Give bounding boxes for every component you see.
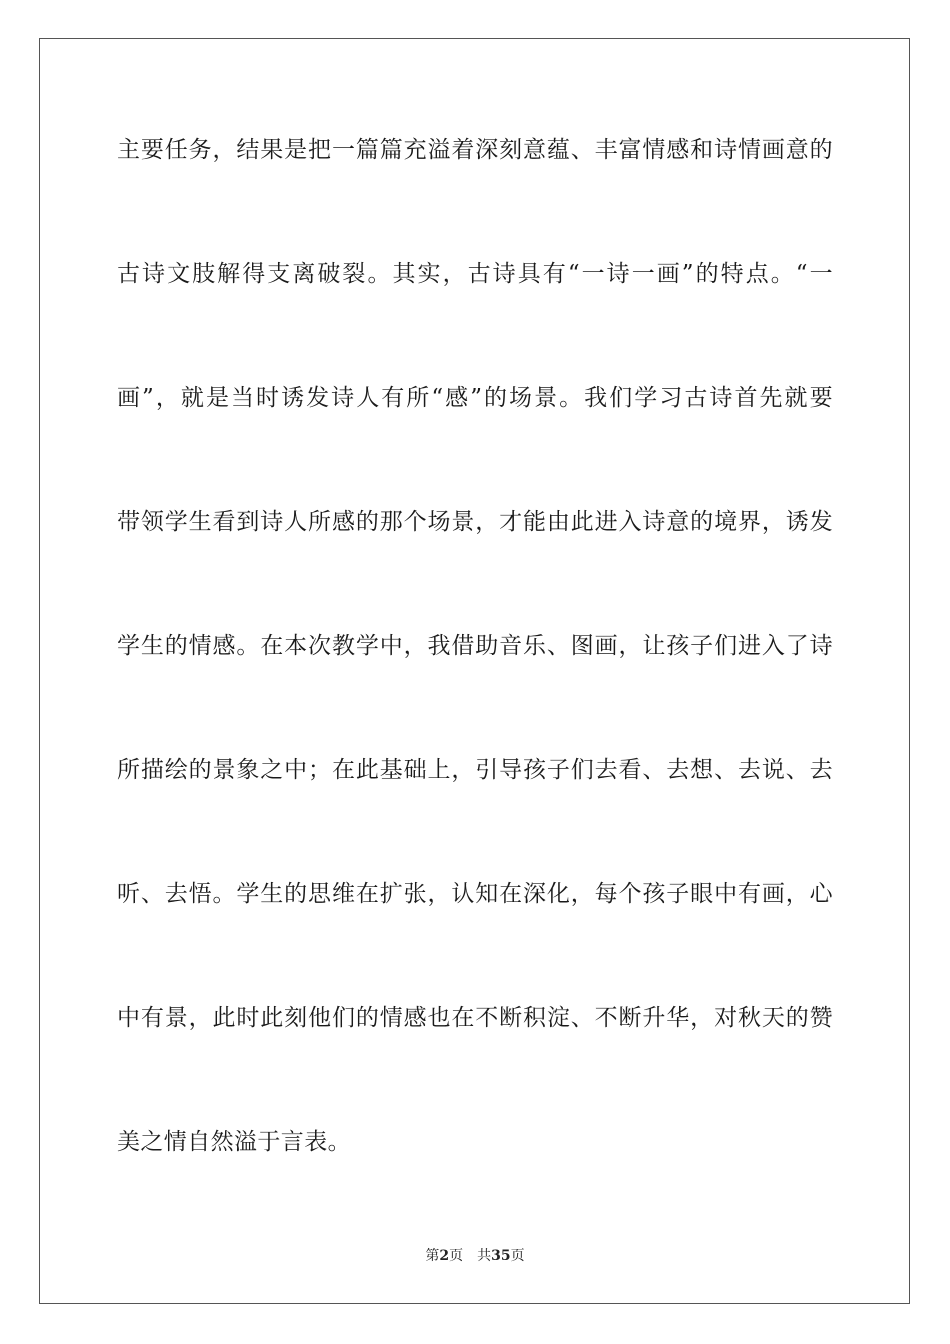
document-body <box>117 126 833 1242</box>
total-suffix: 页 <box>510 1248 525 1264</box>
total-prefix: 共 <box>477 1248 492 1264</box>
total-pages: 35 <box>491 1248 511 1264</box>
text-line-3: 画”，就是当时诱发诗人有所“感”的场景。我们学习古诗首先就要 <box>117 385 833 411</box>
text-line-8: 中有景，此时此刻他们的情感也在不断积淀、不断升华，对秋天的赞 <box>117 1005 833 1031</box>
text-line-6: 所描绘的景象之中；在此基础上，引导孩子们去看、去想、去说、去 <box>117 757 833 783</box>
text-line-1: 主要任务，结果是把一篇篇充溢着深刻意蕴、丰富情感和诗情画意的 <box>117 137 833 163</box>
text-line-4: 带领学生看到诗人所感的那个场景，才能由此进入诗意的境界，诱发 <box>117 509 833 535</box>
text-line-9: 美之情自然溢于言表。 <box>117 1129 351 1155</box>
text-line-2: 古诗文肢解得支离破裂。其实，古诗具有“一诗一画”的特点。“一 <box>117 261 833 287</box>
text-line-5: 学生的情感。在本次教学中，我借助音乐、图画，让孩子们进入了诗 <box>117 633 833 659</box>
page-suffix: 页 <box>449 1248 464 1264</box>
page-prefix: 第 <box>425 1248 440 1264</box>
page-footer <box>0 1246 950 1266</box>
text-line-7: 听、去悟。学生的思维在扩张，认知在深化，每个孩子眼中有画，心 <box>117 881 833 907</box>
page-number: 2 <box>439 1248 450 1264</box>
